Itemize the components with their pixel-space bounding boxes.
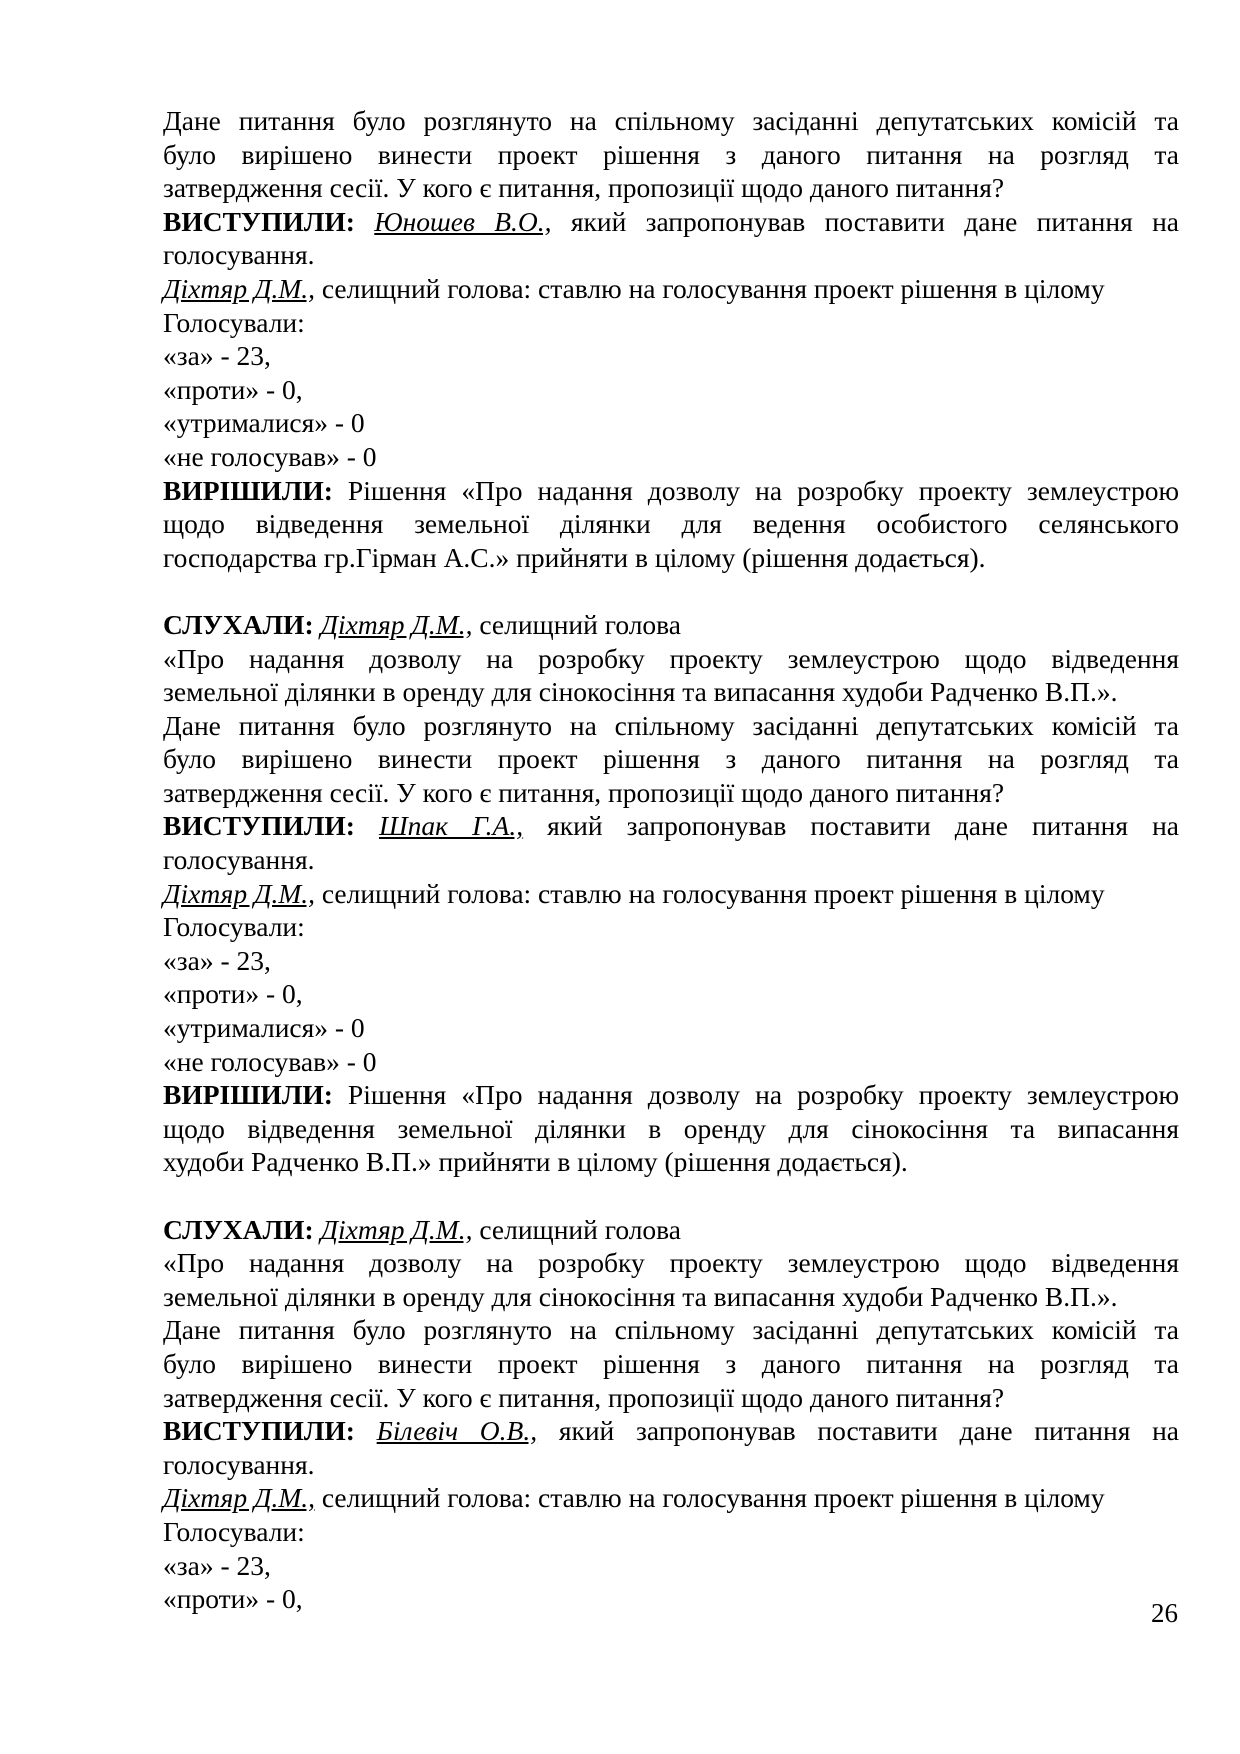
intro-line: затвердження сесії. У кого є питання, пропозиції щодо даного питання?	[163, 172, 1005, 204]
paragraph-gap	[163, 1179, 1179, 1213]
intro-line: Дане питання було розглянуто на спільному засіданні депутатських комісій та	[163, 1314, 1179, 1346]
heard-line	[163, 1213, 1179, 1247]
heard-name: Діхтяр Д.М.,	[320, 1213, 473, 1245]
vote-abstained: «утрималися» - 0	[163, 407, 365, 439]
heard-label: СЛУХАЛИ:	[163, 608, 314, 640]
decided-text: Рішення «Про надання дозволу на розробку проекту землеустрою	[332, 1079, 1179, 1111]
topic-line: «Про надання дозволу на розробку проекту землеустрою щодо відведення	[163, 1247, 1179, 1279]
vote-for: «за» - 23,	[163, 944, 271, 976]
voted-label: Голосували:	[163, 306, 305, 338]
spoke-label: ВИСТУПИЛИ:	[163, 1415, 355, 1447]
topic-line: земельної ділянки в оренду для сінокосіння та випасання худоби Радченко В.П.».	[163, 676, 1118, 708]
decided-line: господарства гр.Гірман А.С.» прийняти в цілому (рішення додається).	[163, 541, 986, 573]
vote-for: «за» - 23,	[163, 340, 271, 372]
intro-line: затвердження сесії. У кого є питання, пропозиції щодо даного питання?	[163, 776, 1005, 808]
spoke-line	[163, 205, 1179, 239]
spoke-line	[163, 1414, 1179, 1448]
speaker-name: Шпак Г.А.,	[379, 810, 524, 842]
speaker-name: Білевіч О.В.,	[376, 1415, 538, 1447]
spoke-continuation: голосування.	[163, 844, 315, 876]
voted-label: Голосували:	[163, 1515, 305, 1547]
decided-line: щодо відведення земельної ділянки для ведення особистого селянського	[163, 508, 1179, 540]
vote-against: «проти» - 0,	[163, 978, 303, 1010]
vote-against: «проти» - 0,	[163, 373, 303, 405]
intro-line: Дане питання було розглянуто на спільному засіданні депутатських комісій та	[163, 709, 1179, 741]
head-name: Діхтяр Д.М.,	[163, 272, 315, 304]
intro-line: було вирішено винести проект рішення з даного питання на розгляд та	[163, 138, 1179, 170]
topic-line: земельної ділянки в оренду для сінокосіння та випасання худоби Радченко В.П.».	[163, 1280, 1118, 1312]
speaker-name: Юношев В.О.,	[374, 205, 552, 237]
paragraph-gap	[163, 574, 1179, 608]
decided-label: ВИРІШИЛИ:	[163, 1079, 333, 1111]
spoke-text: який запропонував поставити дане питання на	[551, 205, 1179, 237]
intro-line: було вирішено винести проект рішення з даного питання на розгляд та	[163, 743, 1179, 775]
heard-label: СЛУХАЛИ:	[163, 1213, 314, 1245]
heard-text: селищний голова	[472, 1213, 682, 1245]
decided-line	[163, 474, 1179, 508]
spoke-continuation: голосування.	[163, 239, 315, 271]
vote-not-voted: «не голосував» - 0	[163, 440, 377, 472]
intro-line: Дане питання було розглянуто на спільному засіданні депутатських комісій та	[163, 105, 1179, 136]
voted-label: Голосували:	[163, 911, 305, 943]
head-name: Діхтяр Д.М.,	[163, 877, 315, 909]
intro-line: було вирішено винести проект рішення з даного питання на розгляд та	[163, 1347, 1179, 1379]
vote-not-voted: «не голосував» - 0	[163, 1045, 377, 1077]
decided-line	[163, 1078, 1179, 1112]
decided-line: щодо відведення земельної ділянки в оренду для сінокосіння та випасання	[163, 1112, 1179, 1144]
head-text: селищний голова: ставлю на голосування проект рішення в цілому	[314, 1482, 1105, 1514]
spoke-text: який запропонував поставити дане питання на	[523, 810, 1180, 842]
decided-text: Рішення «Про надання дозволу на розробку проекту землеустрою	[332, 474, 1179, 506]
head-line	[163, 1481, 1179, 1515]
spoke-line	[163, 809, 1179, 843]
decided-label: ВИРІШИЛИ:	[163, 474, 333, 506]
vote-against: «проти» - 0,	[163, 1583, 303, 1615]
page-number: 26	[1151, 1598, 1178, 1628]
vote-for: «за» - 23,	[163, 1549, 271, 1581]
heard-line	[163, 608, 1179, 642]
head-line	[163, 877, 1179, 911]
spoke-label: ВИСТУПИЛИ:	[163, 205, 355, 237]
topic-line: «Про надання дозволу на розробку проекту землеустрою щодо відведення	[163, 642, 1179, 674]
head-text: селищний голова: ставлю на голосування проект рішення в цілому	[314, 272, 1105, 304]
decided-line: худоби Радченко В.П.» прийняти в цілому (рішення додається).	[163, 1146, 908, 1178]
spoke-label: ВИСТУПИЛИ:	[163, 810, 355, 842]
head-text: селищний голова: ставлю на голосування проект рішення в цілому	[314, 877, 1105, 909]
heard-name: Діхтяр Д.М.,	[320, 608, 473, 640]
spoke-continuation: голосування.	[163, 1448, 315, 1480]
intro-line: затвердження сесії. У кого є питання, пропозиції щодо даного питання?	[163, 1381, 1005, 1413]
vote-abstained: «утрималися» - 0	[163, 1012, 365, 1044]
heard-text: селищний голова	[472, 608, 682, 640]
head-line	[163, 272, 1179, 306]
document-page	[163, 104, 1179, 1616]
head-name: Діхтяр Д.М.,	[163, 1482, 315, 1514]
spoke-text: який запропонував поставити дане питання на	[537, 1415, 1179, 1447]
